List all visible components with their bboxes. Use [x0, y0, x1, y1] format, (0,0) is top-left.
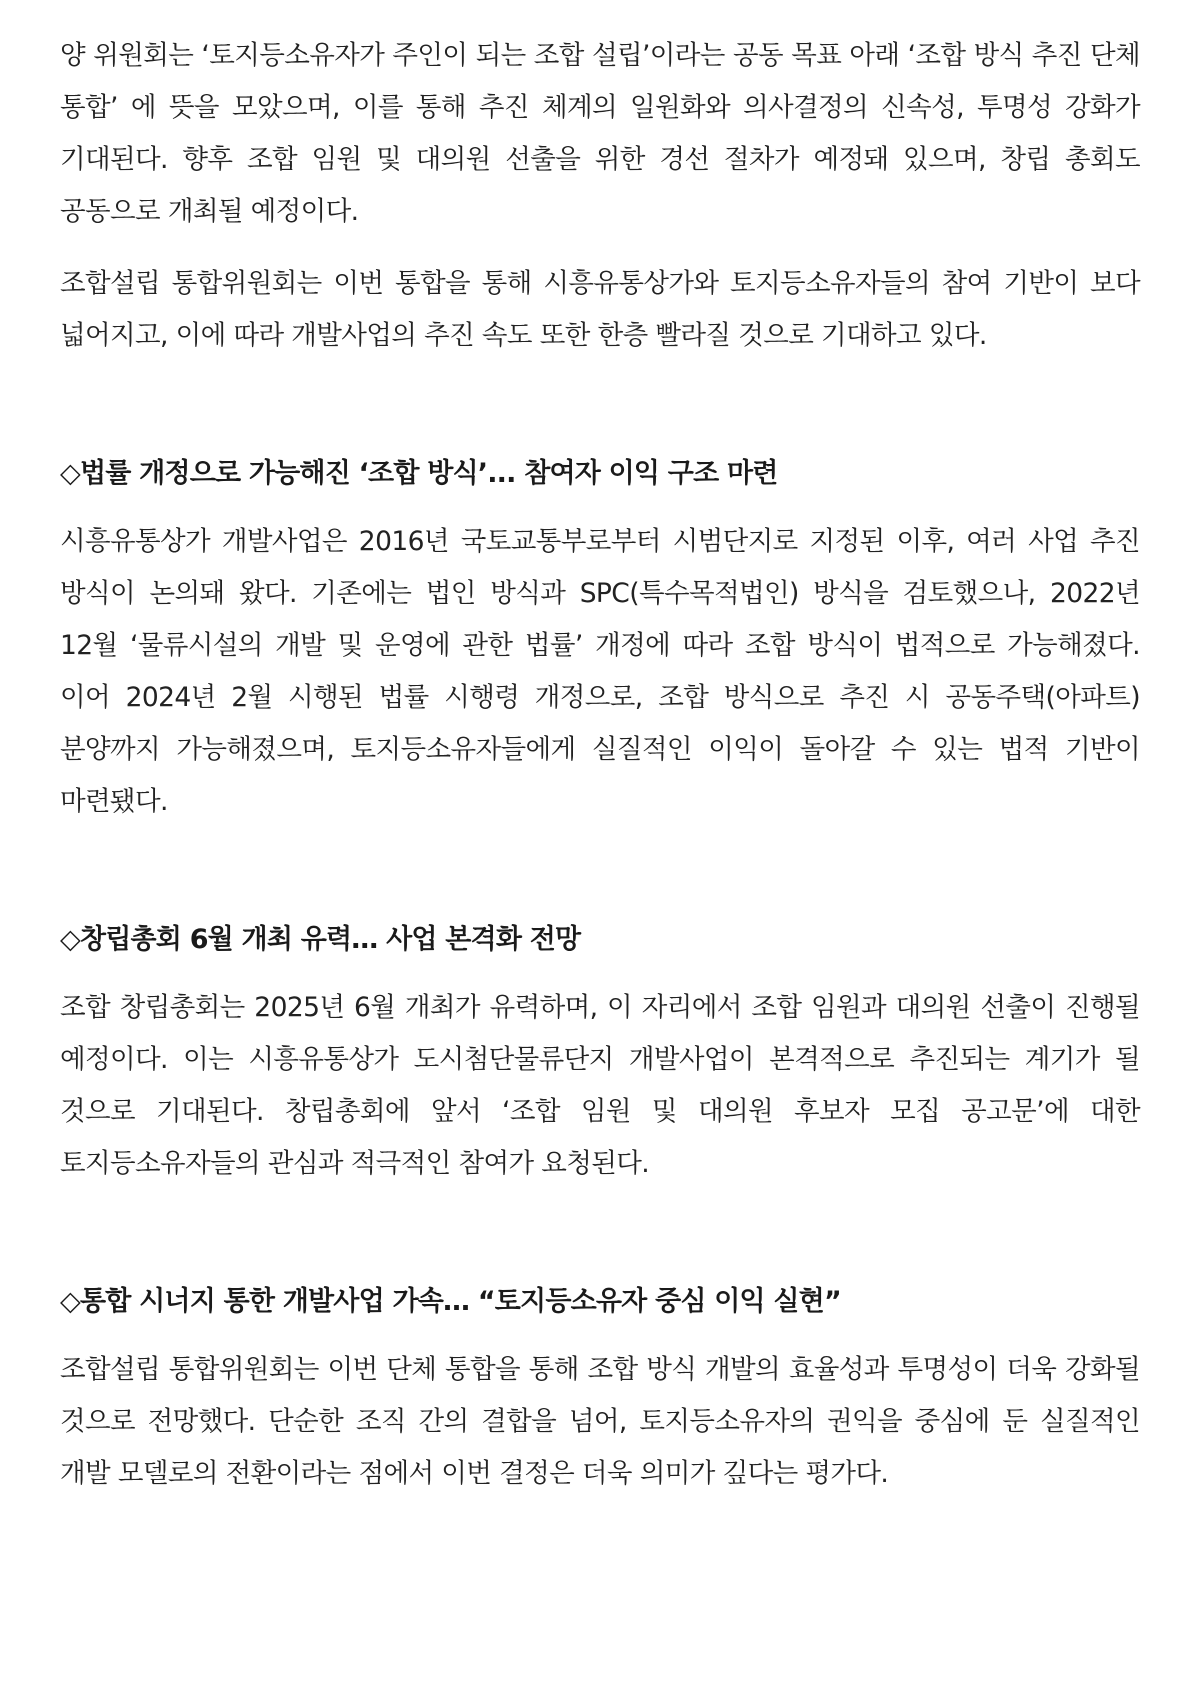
section-heading-founding-meeting: ◇창립총회 6월 개최 유력… 사업 본격화 전망 [60, 924, 581, 955]
intro-paragraph-2: 조합설립 통합위원회는 이번 통합을 통해 시흥유통상가와 토지등소유자들의 참여 기반이 보다 넓어지고, 이에 따라 개발사업의 추진 속도 또한 한층 빨라질 것으로 기대하고 있다. [60, 268, 1140, 351]
article-body [60, 30, 1140, 1500]
section-body-founding-meeting: 조합 창립총회는 2025년 6월 개최가 유력하며, 이 자리에서 조합 임원과 대의원 선출이 진행될 예정이다. 이는 시흥유통상가 도시첨단물류단지 개발사업이 본격적으로 추진되는 계기가 될 것으로 기대된다. 창립총회에 앞서 ‘조합 임원 및 대의원 후보자 모집 공고문’에 대한 토지등소유자들의 관심과 적극적인 참여가 요청된다. [60, 992, 1140, 1179]
section-body-synergy: 조합설립 통합위원회는 이번 단체 통합을 통해 조합 방식 개발의 효율성과 투명성이 더욱 강화될 것으로 전망했다. 단순한 조직 간의 결합을 넘어, 토지등소유자의 권익을 중심에 둔 실질적인 개발 모델로의 전환이라는 점에서 이번 결정은 더욱 의미가 깊다는 평가다. [60, 1354, 1140, 1489]
section-heading-law-revision: ◇법률 개정으로 가능해진 ‘조합 방식’... 참여자 이익 구조 마련 [60, 458, 778, 489]
section-body-law-revision: 시흥유통상가 개발사업은 2016년 국토교통부로부터 시범단지로 지정된 이후, 여러 사업 추진 방식이 논의돼 왔다. 기존에는 법인 방식과 SPC(특수목적법인) 방식을 검토했으나, 2022년 12월 ‘물류시설의 개발 및 운영에 관한 법률’ 개정에 따라 조합 방식이 법적으로 가능해졌다. 이어 2024년 2월 시행된 법률 시행령 개정으로, 조합 방식으로 추진 시 공동주택(아파트) 분양까지 가능해졌으며, 토지등소유자들에게 실질적인 이익이 돌아갈 수 있는 법적 기반이 마련됐다. [60, 526, 1140, 817]
section-heading-synergy: ◇통합 시너지 통한 개발사업 가속… “토지등소유자 중심 이익 실현” [60, 1286, 841, 1317]
intro-paragraph-1: 양 위원회는 ‘토지등소유자가 주인이 되는 조합 설립’이라는 공동 목표 아래 ‘조합 방식 추진 단체 통합’ 에 뜻을 모았으며, 이를 통해 추진 체계의 일원화와 의사결정의 신속성, 투명성 강화가 기대된다. 향후 조합 임원 및 대의원 선출을 위한 경선 절차가 예정돼 있으며, 창립 총회도 공동으로 개최될 예정이다. [60, 40, 1140, 227]
